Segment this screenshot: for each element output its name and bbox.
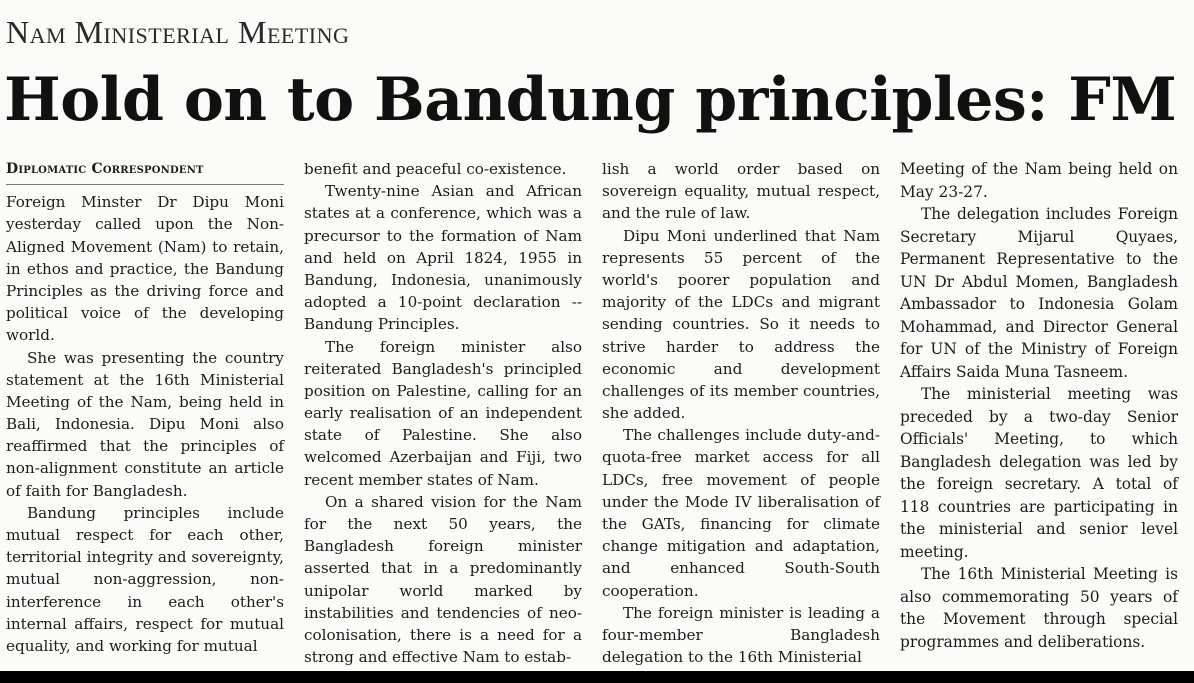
paragraph: lish a world order based on sovereign equality, mutual respect, and the rule of law. (602, 160, 880, 223)
paragraph: Twenty-nine Asian and African states at a conference, which was a precursor to the formation of Nam and held on April 1824, 1955 in Bandung, Indonesia, unanimously adopted a 10-point declaration -- Bandung Principles. (304, 182, 582, 334)
paragraph: She was presenting the country statement at the 16th Ministerial Meeting of the Nam, being held in Bali, Indonesia. Dipu Moni also reaffirmed that the principles of non-alignment constitute an article of faith for Bangladesh. (6, 348, 284, 500)
paragraph: The foreign minister also reiterated Bangladesh's principled position on Palestine, calling for an early realisation of an independent state of Palestine. She also welcomed Azerbaijan and Fiji, two recent member states of Nam. (304, 337, 582, 489)
paragraph: The 16th Ministerial Meeting is also commemorating 50 years of the Movement through special programmes and deliberations. (900, 565, 1178, 651)
headline: Hold on to Bandung principles: FM (4, 65, 1177, 135)
paragraph: On a shared vision for the Nam for the next 50 years, the Bangladesh foreign minister asserted that in a predominantly unipolar world marked by instabilities and tendencies of neo-colonisation, there is a need for a strong and effective Nam to estab- (304, 492, 582, 667)
paragraph: The foreign minister is leading a four-member Bangladesh delegation to the 16th Ministerial (602, 603, 880, 667)
paragraph: The delegation includes Foreign Secretary Mijarul Quyaes, Permanent Representative to the UN Dr Abdul Momen, Bangladesh Ambassador to Indonesia Golam Mohammad, and Director General for UN of the Ministry of Foreign Affairs Saida Muna Tasneem. (900, 205, 1178, 381)
paragraph: Foreign Minster Dr Dipu Moni yesterday called upon the Non-Aligned Movement (Nam) to retain, in ethos and practice, the Bandung Principles as the driving force and political voice of the developing world. (6, 193, 284, 345)
kicker: Nam Ministerial Meeting (6, 14, 350, 50)
paragraph: Bandung principles include mutual respect for each other, territorial integrity and sovereignty, mutual non-aggression, non-interference in each other's internal affairs, respect for mutual equality, and working for mutual (6, 503, 284, 655)
article-column-2 (304, 158, 582, 668)
paragraph: The ministerial meeting was preceded by a two-day Senior Officials' Meeting, to which Bangladesh delegation was led by the foreign secretary. A total of 118 countries are participating in the ministerial and senior level meeting. (900, 385, 1178, 561)
paragraph: The challenges include duty-and-quota-free market access for all LDCs, free movement of people under the Mode IV liberalisation of the GATs, financing for climate change mitigation and adaptation, and enhanced South-South cooperation. (602, 426, 880, 600)
paragraph: benefit and peaceful co-existence. (304, 160, 567, 178)
page-bottom-edge (0, 671, 1194, 683)
byline: Diplomatic Correspondent (6, 158, 284, 185)
paragraph: Dipu Moni underlined that Nam represents 55 percent of the world's poorer population and majority of the LDCs and migrant sending countries. So it needs to strive harder to address the economic and development challenges of its member countries, she added. (602, 226, 880, 423)
article-column-4 (900, 158, 1178, 653)
article-column-3 (602, 158, 880, 668)
paragraph: Meeting of the Nam being held on May 23-27. (900, 160, 1178, 201)
article-column-1 (6, 158, 284, 657)
